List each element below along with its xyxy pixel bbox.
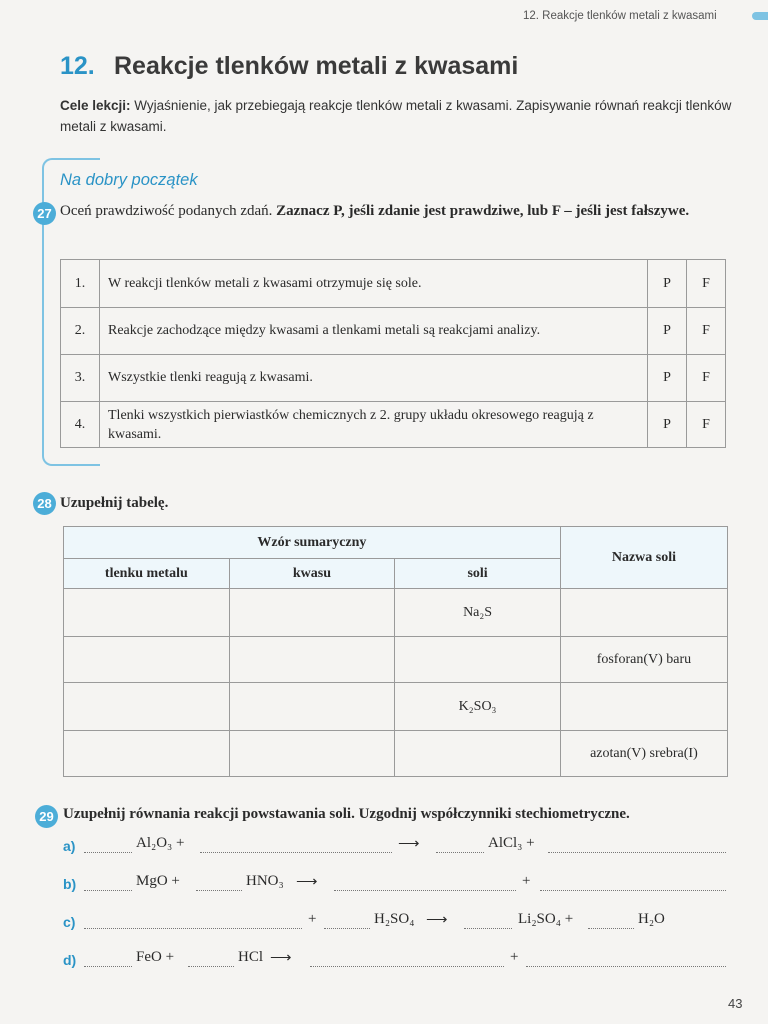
equation-a-reactant: Al₂O₃ + bbox=[136, 835, 185, 851]
cell-salt: K₂SO₃ bbox=[395, 683, 561, 731]
header-group-formula: Wzór sumaryczny bbox=[64, 527, 561, 559]
row-number: 3. bbox=[61, 355, 100, 402]
statement-text: Wszystkie tlenki reagują z kwasami. bbox=[100, 355, 648, 402]
equation-d-label: d) bbox=[63, 952, 77, 968]
equation-c-product1: Li₂SO₄ + bbox=[518, 911, 574, 927]
option-true[interactable]: P bbox=[648, 355, 687, 402]
answer-line[interactable] bbox=[526, 966, 726, 967]
reaction-arrow: ⟶ bbox=[296, 874, 318, 890]
answer-line[interactable] bbox=[84, 852, 132, 853]
reaction-arrow: ⟶ bbox=[398, 836, 420, 852]
row-number: 1. bbox=[61, 260, 100, 308]
task-27-instruction-plain: Oceń prawdziwość podanych zdań. bbox=[60, 203, 277, 219]
answer-line[interactable] bbox=[84, 928, 302, 929]
row-number: 4. bbox=[61, 402, 100, 448]
statement-text: Tlenki wszystkich pierwiastków chemicznych z 2. grupy układu okresowego reagują z kwasami. bbox=[100, 402, 648, 448]
true-false-table bbox=[60, 259, 726, 448]
salts-table bbox=[63, 526, 728, 777]
lesson-goals bbox=[60, 95, 740, 137]
answer-line[interactable] bbox=[540, 890, 726, 891]
answer-line[interactable] bbox=[200, 852, 392, 853]
statement-text: Reakcje zachodzące między kwasami a tlenkami metali są reakcjami analizy. bbox=[100, 308, 648, 355]
answer-line[interactable] bbox=[436, 852, 484, 853]
table-row bbox=[61, 260, 726, 308]
table-row bbox=[61, 308, 726, 355]
statement-text: W reakcji tlenków metali z kwasami otrzymuje się sole. bbox=[100, 260, 648, 308]
answer-line[interactable] bbox=[588, 928, 634, 929]
goals-text: Wyjaśnienie, jak przebiegają reakcje tlenków metali z kwasami. Zapisywanie równań reakcji tlenków metali z kwasami. bbox=[60, 98, 732, 134]
option-true[interactable]: P bbox=[648, 308, 687, 355]
cell-salt-name[interactable] bbox=[560, 589, 727, 637]
equation-a-product: AlCl₃ + bbox=[488, 835, 535, 851]
equation-b-label: b) bbox=[63, 876, 77, 892]
option-false[interactable]: F bbox=[687, 260, 726, 308]
answer-line[interactable] bbox=[84, 966, 132, 967]
equation-b-reactant2: HNO₃ bbox=[246, 873, 284, 889]
equation-b-plus: + bbox=[522, 873, 531, 889]
equation-c-reactant2: H₂SO₄ bbox=[374, 911, 415, 927]
option-true[interactable]: P bbox=[648, 402, 687, 448]
answer-line[interactable] bbox=[188, 966, 234, 967]
header-salt: soli bbox=[395, 559, 561, 589]
cell-oxide[interactable] bbox=[64, 731, 230, 777]
cell-oxide[interactable] bbox=[64, 683, 230, 731]
cell-salt-name: fosforan(V) baru bbox=[560, 637, 727, 683]
cell-acid[interactable] bbox=[229, 637, 395, 683]
option-false[interactable]: F bbox=[687, 355, 726, 402]
equation-d-plus: + bbox=[510, 949, 519, 965]
reaction-arrow: ⟶ bbox=[426, 912, 448, 928]
header-tab-marker bbox=[752, 12, 768, 20]
equation-a-label: a) bbox=[63, 838, 76, 854]
page-number: 43 bbox=[728, 996, 743, 1011]
task-27-instruction-bold: Zaznacz P, jeśli zdanie jest prawdziwe, lub F – jeśli jest fałszywe. bbox=[276, 203, 690, 219]
task-28-badge: 28 bbox=[33, 492, 56, 515]
table-row bbox=[61, 355, 726, 402]
header-acid: kwasu bbox=[229, 559, 395, 589]
cell-acid[interactable] bbox=[229, 683, 395, 731]
task-27-badge: 27 bbox=[33, 202, 56, 225]
answer-line[interactable] bbox=[324, 928, 370, 929]
warmup-title: Na dobry początek bbox=[60, 171, 198, 189]
cell-acid[interactable] bbox=[229, 589, 395, 637]
table-row bbox=[64, 731, 728, 777]
cell-salt-name: azotan(V) srebra(I) bbox=[560, 731, 727, 777]
running-header: 12. Reakcje tlenków metali z kwasami bbox=[523, 10, 717, 22]
cell-oxide[interactable] bbox=[64, 637, 230, 683]
cell-salt[interactable] bbox=[395, 731, 561, 777]
cell-salt-name[interactable] bbox=[560, 683, 727, 731]
task-29-instruction: Uzupełnij równania reakcji powstawania soli. Uzgodnij współczynniki stechiometryczne. bbox=[63, 806, 630, 822]
table-row bbox=[64, 589, 728, 637]
answer-line[interactable] bbox=[310, 966, 504, 967]
table-row bbox=[61, 402, 726, 448]
cell-salt[interactable] bbox=[395, 637, 561, 683]
lesson-title: Reakcje tlenków metali z kwasami bbox=[114, 52, 519, 80]
header-oxide: tlenku metalu bbox=[64, 559, 230, 589]
row-number: 2. bbox=[61, 308, 100, 355]
cell-salt: Na₂S bbox=[395, 589, 561, 637]
cell-acid[interactable] bbox=[229, 731, 395, 777]
answer-line[interactable] bbox=[196, 890, 242, 891]
equation-b-reactant1: MgO + bbox=[136, 873, 180, 889]
equation-c-plus: + bbox=[308, 911, 317, 927]
equation-c-product2: H₂O bbox=[638, 911, 665, 927]
task-28-instruction: Uzupełnij tabelę. bbox=[60, 495, 169, 511]
table-row bbox=[64, 683, 728, 731]
equation-d-reactant1: FeO + bbox=[136, 949, 175, 965]
cell-oxide[interactable] bbox=[64, 589, 230, 637]
option-false[interactable]: F bbox=[687, 308, 726, 355]
header-row bbox=[64, 527, 728, 559]
goals-label: Cele lekcji: bbox=[60, 98, 131, 113]
lesson-number: 12. bbox=[60, 52, 95, 80]
option-true[interactable]: P bbox=[648, 260, 687, 308]
equation-d-reactant2: HCl bbox=[238, 949, 264, 965]
answer-line[interactable] bbox=[84, 890, 132, 891]
answer-line[interactable] bbox=[548, 852, 726, 853]
option-false[interactable]: F bbox=[687, 402, 726, 448]
answer-line[interactable] bbox=[464, 928, 512, 929]
reaction-arrow: ⟶ bbox=[270, 950, 292, 966]
task-29-badge: 29 bbox=[35, 805, 58, 828]
table-row bbox=[64, 637, 728, 683]
equation-c-label: c) bbox=[63, 914, 76, 930]
task-27-instruction bbox=[60, 200, 740, 222]
answer-line[interactable] bbox=[334, 890, 516, 891]
header-salt-name: Nazwa soli bbox=[560, 527, 727, 589]
